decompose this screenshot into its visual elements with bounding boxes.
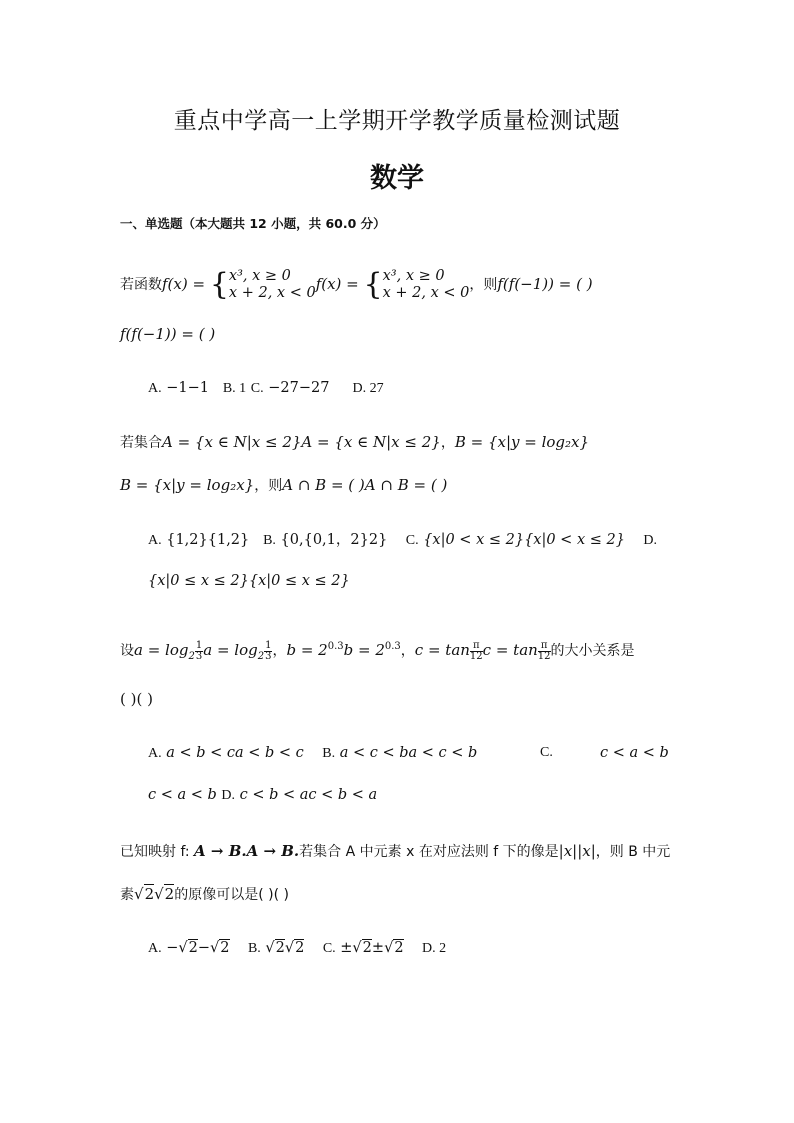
q1-case-1: x³, x ≥ 0 [228,268,291,284]
q4-option-b-root-dup: 2 [295,940,305,956]
q4-line2-lead: 素 [120,887,134,903]
q1-option-c-label: C. [250,381,264,396]
q4-option-a [166,939,229,956]
q4-option-a-sqrt-dup: √2 [210,940,230,956]
q4-option-d: D. 2 [421,941,447,956]
q3-option-b: a < c < ba < c < b [339,745,478,761]
q4-option-c-sqrt-dup: √2 [384,940,404,956]
question-3-options-row-1 [148,742,688,765]
q4-lead: 已知映射 f: [120,844,195,860]
q3-c-frac-n: π [470,641,483,652]
q1-option-d: D. 27 [352,381,384,396]
q3-a-sub-dup: 2 [257,651,265,662]
q3-paren: ( )( ) [120,690,153,708]
q3-c-frac-n-dup: π [538,641,551,652]
q3-c-frac-d: 12 [469,650,483,662]
q2-set-b: B = {x|y = log₂x} [454,433,590,451]
q4-abs: |x||x| [558,842,596,860]
q4-option-c-sign-dup: ± [371,940,385,956]
q3-option-c: c < a < b [600,745,669,761]
question-3-line-2 [120,688,153,710]
q3-option-a-label: A. [148,746,162,761]
question-2-line-2 [120,474,447,497]
q4-sqrt-value-dup: 2 [164,885,175,903]
question-1-options [148,377,384,400]
q4-option-c-sign: ± [340,940,353,956]
q3-c-expr: c = tan [414,641,470,659]
question-2-line-1 [120,431,589,454]
q3-option-d-label: D. [221,788,236,803]
q4-sqrt-dup: √2 [154,885,175,903]
q4-option-a-root: 2 [188,940,198,956]
subject-heading: 数学 [370,163,424,194]
q3-b-expr: b = 2 [286,641,328,659]
q4-option-c-root: 2 [362,940,372,956]
q2-set-a-dup: A = {x ∈ N|x ≤ 2} [301,433,441,451]
q1-fx-dup: f(x) = [315,275,364,293]
exam-title: 重点中学高一上学期开学教学质量检测试题 [173,108,621,134]
q1-expr-2: f(f(−1)) = ( ) [120,325,216,343]
q2-option-d-label: D. [643,533,658,548]
q3-b-sup-dup: 0.3 [384,641,401,652]
q1-comma-then: ，则 [469,277,498,293]
q3-option-a: a < b < ca < b < c [166,745,304,761]
q1-option-c: −27−27 [268,380,330,396]
q2-sep: ， [440,435,455,451]
question-1-line-1 [120,268,593,302]
q2-option-b: {0,{0,1，2}2} [280,532,388,548]
question-3-line-1: 设$a = \log_2$ $\frac{1}{3}$ $a = \log_2$ $\frac{1}{3}$ ，$b = 2^{0.3}b = 2^{0.3}$，c = tan $\frac{\pi}{12}$ c = tan $\frac{\pi}{12}$ 的大小关系是 [120,639,635,662]
q1-case-1-dup: x³, x ≥ 0 [382,268,445,284]
section-heading: 一、单选题（本大题共 12 小题，共 60.0 分） [120,216,386,231]
q4-option-b-sqrt: √2 [265,940,285,956]
q4-option-a-sqrt: √2 [178,940,198,956]
q1-fx: f(x) = [162,275,210,293]
q3-a-frac-n: 1 [195,639,203,651]
q3-lead: 设 [120,643,134,659]
q3-a-frac-d: 3 [195,650,203,662]
q3-a-expr-dup: a = log [203,641,258,659]
q4-option-a-label: A. [148,941,162,956]
q4-option-b-sqrt-dup: √2 [284,940,305,956]
question-1-line-2 [120,323,215,345]
q1-option-a-label: A. [148,381,162,396]
q4-option-b [265,939,304,956]
q2-set-b-dup: B = {x|y = log₂x} [120,476,255,494]
q4-tail: ，则 B 中元 [595,844,671,860]
q3-tail: 的大小关系是 [550,643,635,659]
question-2-options-row-1 [148,529,657,552]
q1-piecewise-dup: { x³, x ≥ 0 x + 2, x < 0 [363,267,470,302]
q2-expr: A ∩ B = ( ) [282,476,365,494]
q1-expr: f(f(−1)) = ( ) [497,275,593,293]
question-3-options-row-2 [148,784,377,807]
q4-sqrt: √2 [134,885,155,903]
q3-a-sub: 2 [188,651,195,662]
q4-option-c-sqrt: √2 [352,940,372,956]
q3-option-c-label: C. [540,745,553,760]
q4-option-c [340,939,403,956]
q3-b-expr-dup: b = 2 [343,641,385,659]
q2-then: ，则 [254,478,283,494]
q3-a-frac-d-dup: 3 [265,650,272,662]
question-4-line-2 [120,883,289,906]
q3-option-b-label: B. [322,746,336,761]
q2-lead: 若集合 [120,435,162,451]
q3-option-c-cont: c < a < b [148,787,217,803]
q4-option-a-root-dup: 2 [220,940,230,956]
q4-map: A → B.A → B. [194,842,300,860]
q1-lead: 若函数 [120,277,162,293]
q3-c-frac-dup [538,641,551,662]
q2-option-a-label: A. [148,533,162,548]
q3-c-frac-d-dup: 12 [537,650,551,662]
q3-a-expr: a = log [134,641,189,659]
q1-case-2: x + 2, x < 0 [228,285,316,301]
q3-a-frac-n-dup: 1 [265,639,272,651]
q2-option-c-label: C. [405,533,419,548]
q1-option-a: −1−1 [166,380,209,396]
q4-mid: 若集合 A 中元素 x 在对应法则 f 下的像是 [299,844,559,860]
q4-option-b-label: B. [247,941,261,956]
q3-b-sup: 0.3 [327,641,344,652]
q1-option-b: B. 1 [222,381,247,396]
question-4-options [148,937,446,960]
q2-option-c: {x|0 < x ≤ 2}{x|0 < x ≤ 2} [423,532,625,548]
q3-option-d: c < b < ac < b < a [239,787,378,803]
q4-option-a-sign: − [166,940,179,956]
q2-option-d: {x|0 ≤ x ≤ 2}{x|0 ≤ x ≤ 2} [148,573,350,589]
q3-c-expr-dup: c = tan [482,641,538,659]
q2-option-b-label: B. [263,533,276,548]
q1-piecewise: { x³, x ≥ 0 x + 2, x < 0 [209,267,316,302]
q4-option-c-label: C. [322,941,336,956]
question-2-options-row-2 [148,570,350,592]
q4-option-a-sign-dup: − [197,940,211,956]
q3-c-frac [470,641,483,662]
q2-expr-dup: A ∩ B = ( ) [364,476,448,494]
q4-line2-tail: 的原像可以是( )( ) [174,887,289,903]
q1-case-2-dup: x + 2, x < 0 [382,285,470,301]
q4-sqrt-value: 2 [144,885,155,903]
q2-set-a: A = {x ∈ N|x ≤ 2} [162,433,302,451]
q2-option-a: {1,2}{1,2} [166,532,250,548]
q3-a-frac [195,641,203,662]
q4-option-c-root-dup: 2 [394,940,404,956]
q4-option-b-root: 2 [275,940,285,956]
question-4-line-1 [120,840,670,863]
